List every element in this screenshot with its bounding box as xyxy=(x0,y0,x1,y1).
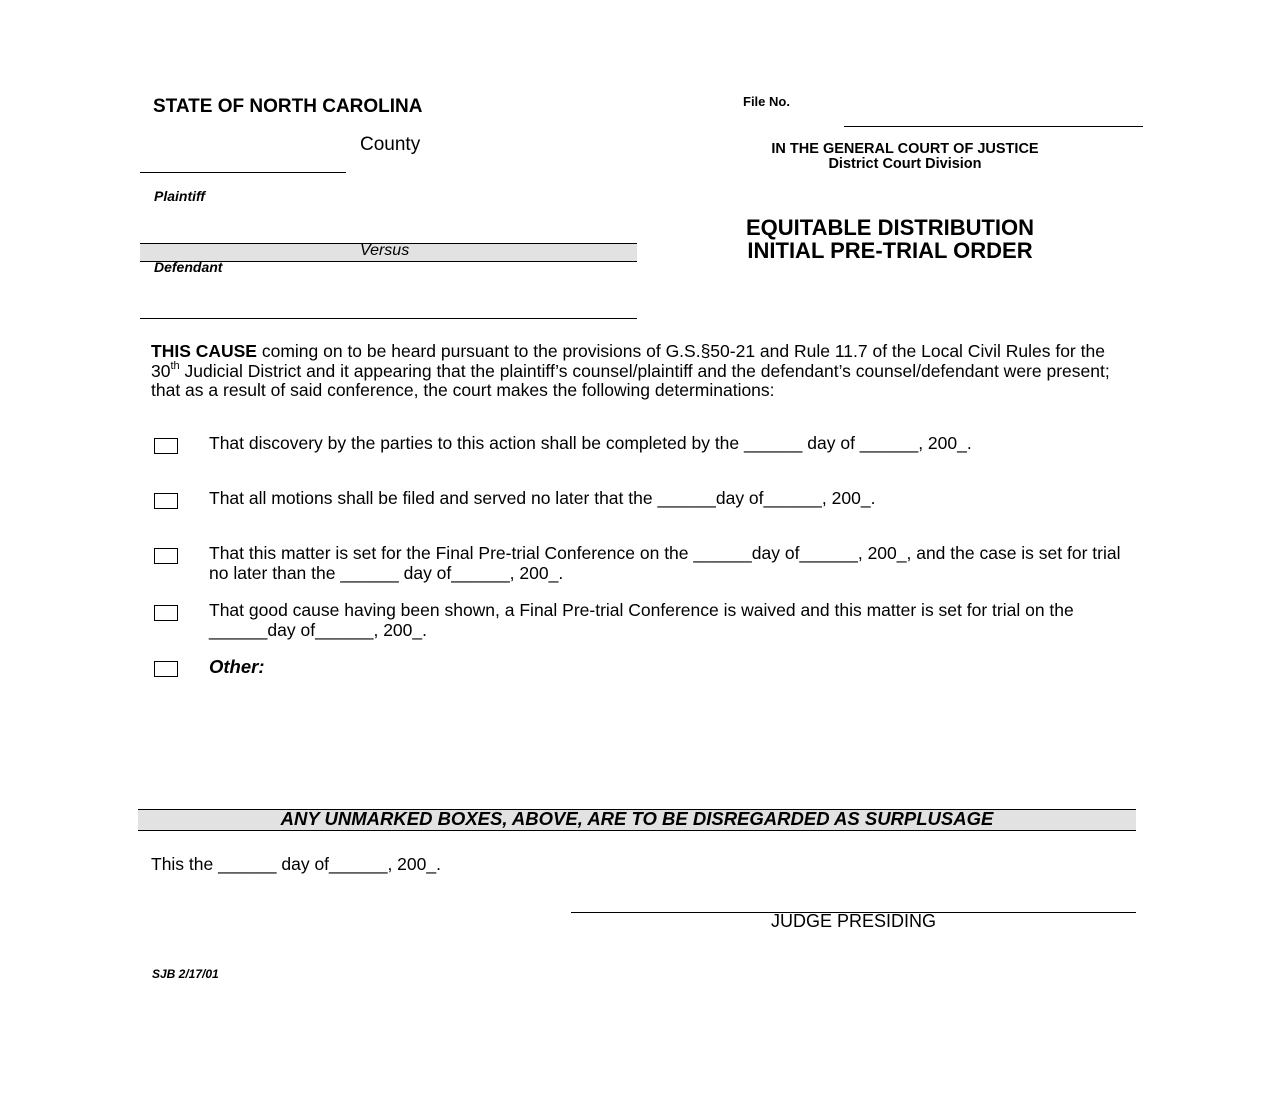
checkbox[interactable] xyxy=(154,661,178,677)
checkbox[interactable] xyxy=(154,548,178,564)
judge-presiding-label: JUDGE PRESIDING xyxy=(770,911,937,931)
checkbox[interactable] xyxy=(154,438,178,454)
court-heading xyxy=(700,142,1110,172)
determination-text: That this matter is set for the Final Pre-trial Conference on the ______day of______, 200_, and the case is set for trial no later than the ______ day of______, 200_. xyxy=(209,543,1121,583)
defendant-line xyxy=(140,318,637,319)
determination-text: That discovery by the parties to this action shall be completed by the ______ day of ______, 200_. xyxy=(209,433,972,453)
title-line-2: INITIAL PRE-TRIAL ORDER xyxy=(747,238,1033,263)
intro-text-2: Judicial District and it appearing that the plaintiff’s counsel/plaintiff and the defendant’s counsel/defendant were present; that as a result of said conference, the court makes the following determinations: xyxy=(151,360,1110,400)
date-line: This the ______ day of______, 200_. xyxy=(151,854,441,874)
court-line-2: District Court Division xyxy=(828,156,982,172)
title-line-1: EQUITABLE DISTRIBUTION xyxy=(745,215,1035,240)
plaintiff-label: Plaintiff xyxy=(154,188,206,204)
other-label: Other: xyxy=(209,656,265,677)
court-line-1: IN THE GENERAL COURT OF JUSTICE xyxy=(771,141,1039,157)
defendant-label: Defendant xyxy=(154,259,223,275)
intro-paragraph xyxy=(151,342,1136,401)
surplusage-notice: ANY UNMARKED BOXES, ABOVE, ARE TO BE DISREGARDED AS SURPLUSAGE xyxy=(280,808,994,829)
county-line xyxy=(140,172,346,173)
intro-lead: THIS CAUSE xyxy=(151,341,257,361)
file-no-line xyxy=(844,126,1143,127)
determination-text: That all motions shall be filed and served no later that the ______day of______, 200_. xyxy=(209,488,876,508)
document-title xyxy=(690,216,1090,262)
county-label: County xyxy=(360,134,421,155)
file-no-label: File No. xyxy=(743,94,790,109)
form-id: SJB 2/17/01 xyxy=(152,967,219,981)
determination-text: That good cause having been shown, a Final Pre-trial Conference is waived and this matter is set for trial on the ______day of______, 200_. xyxy=(209,600,1074,640)
versus-label: Versus xyxy=(360,242,410,259)
checkbox[interactable] xyxy=(154,493,178,509)
checkbox[interactable] xyxy=(154,605,178,621)
intro-sup: th xyxy=(170,359,180,372)
intro-text-1: coming on to be heard pursuant to the provisions of G.S.§50-21 and Rule 11.7 of the Local Civil Rules for the 30 xyxy=(151,341,1105,381)
state-heading: STATE OF NORTH CAROLINA xyxy=(153,96,423,117)
